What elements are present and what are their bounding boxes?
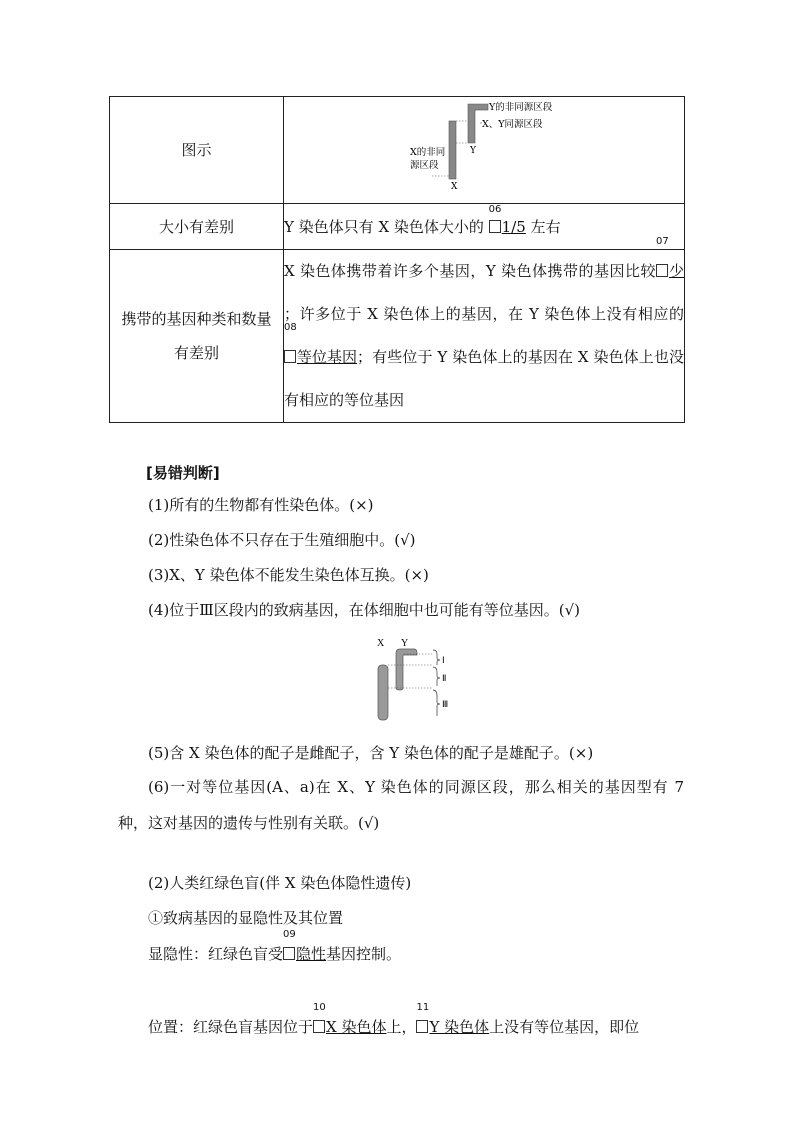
- diagram2-y-label: Y: [401, 638, 409, 649]
- y-nonhomologous-label: Y的非同源区段: [489, 102, 553, 113]
- blank-box: [284, 350, 296, 363]
- blank-11: 11 Y 染色体: [416, 1002, 490, 1036]
- gene-difference-text: X 染色体携带着许多个基因，Y 染色体携带的基因比较 07 少；许多位于 X 染色体上的基因，在 Y 染色体上没有相应的 08 等位基因；有些位于 Y 染色体上的基因在 X 染色体上也没有相应的等位基因: [284, 250, 685, 423]
- region-3-label: Ⅲ: [442, 699, 449, 709]
- judge-item-6: (6)一对等位基因(A、a)在 X、Y 染色体的同源区段，那么相关的基因型有 7 种，这对基因的遗传与性别有关联。(√): [118, 778, 684, 832]
- y-label: Y: [470, 146, 476, 156]
- comparison-table: [109, 96, 685, 423]
- diagram2-x-label: X: [377, 638, 385, 649]
- judge-item-2: (2)性染色体不只存在于生殖细胞中。(√): [148, 531, 416, 549]
- x-nonhomologous-label-2: 源区段: [410, 160, 439, 171]
- judge-section-title: [易错判断]: [146, 464, 220, 482]
- judge-item-5: (5)含 X 染色体的配子是雌配子，含 Y 染色体的配子是雄配子。(×): [148, 744, 594, 762]
- blank-box: [416, 1020, 428, 1033]
- x-nonhomologous-label-1: X的非同: [410, 147, 446, 158]
- dominance-line: 显隐性：红绿色盲受 09 隐性基因控制。: [148, 929, 402, 963]
- x-chromosome: [449, 121, 456, 179]
- diagram2-x-chromosome: [378, 665, 388, 720]
- row-label-genes: 携带的基因种类和数量 有差别: [110, 250, 284, 423]
- blank-box: [283, 947, 295, 960]
- blank-box: [489, 220, 501, 233]
- blank-06: 06 1/5: [488, 204, 526, 236]
- judge-item-4: (4)位于Ⅲ区段内的致病基因，在体细胞中也可能有等位基因。(√): [148, 601, 580, 619]
- xy-diagram-cell: [284, 97, 685, 204]
- blank-07: 07 少: [655, 236, 684, 280]
- position-line: 位置：红绿色盲基因位于 10 X 染色体上， 11 Y 染色体上没有等位基因，即位: [148, 1002, 640, 1036]
- region-1-label: Ⅰ: [442, 655, 445, 665]
- diagram2-y-chromosome: [396, 649, 417, 690]
- blank-09: 09 隐性: [283, 929, 327, 963]
- blank-box: [656, 264, 668, 277]
- blank-box: [313, 1020, 325, 1033]
- row-label-size: 大小有差别: [110, 204, 284, 250]
- xy-homologous-label: X、Y同源区段: [482, 119, 543, 130]
- xy-chromosome-diagram: [284, 97, 684, 203]
- x-label: X: [451, 182, 458, 192]
- size-difference-text: Y 染色体只有 X 染色体大小的 06 1/5 左右: [284, 204, 685, 250]
- blank-08: 08 等位基因: [284, 322, 358, 366]
- row-label-diagram: 图示: [110, 97, 284, 204]
- judge-item-3: (3)X、Y 染色体不能发生染色体互换。(×): [148, 566, 429, 584]
- region-diagram: [360, 632, 470, 727]
- region-2-label: Ⅱ: [442, 673, 447, 683]
- section-2-title: (2)人类红绿色盲(伴 X 染色体隐性遗传): [148, 874, 412, 892]
- blank-10: 10 X 染色体: [313, 1002, 387, 1036]
- judge-item-1: (1)所有的生物都有性染色体。(×): [148, 496, 374, 514]
- section-2-subtitle: ①致病基因的显隐性及其位置: [148, 909, 344, 927]
